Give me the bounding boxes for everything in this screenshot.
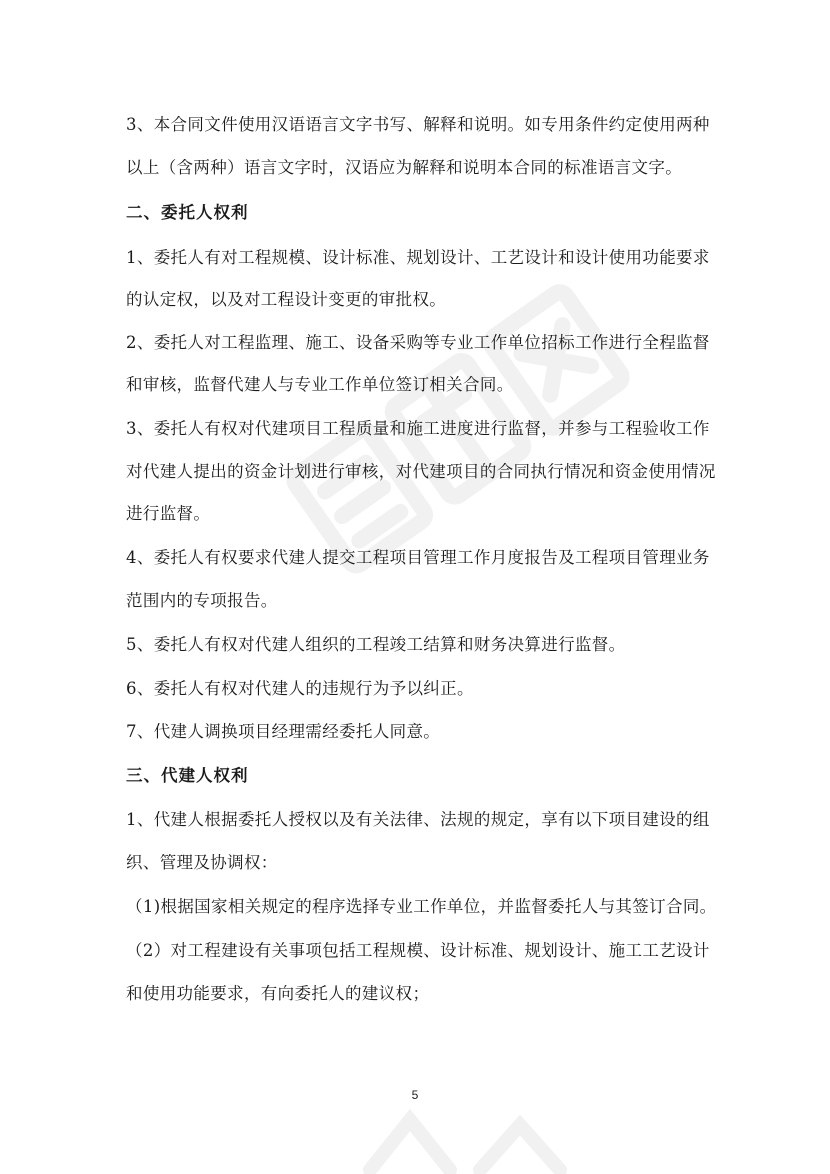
- client-right-6: 6、委托人有权对代建人的违规行为予以纠正。: [126, 679, 474, 698]
- client-right-3-line-3: 进行监督。: [126, 504, 211, 523]
- client-right-1-line-1: 1、委托人有对工程规模、设计标准、规划设计、工艺设计和设计使用功能要求: [126, 248, 710, 267]
- page-number: 5: [411, 1088, 419, 1102]
- client-right-2-line-1: 2、委托人对工程监理、施工、设备采购等专业工作单位招标工作进行全程监督: [126, 333, 710, 352]
- agent-right-1-line-2: 织、管理及协调权：: [126, 853, 278, 872]
- section-heading-agent-rights: 三、代建人权利: [126, 766, 249, 785]
- clause-3-line-2: 以上（含两种）语言文字时，汉语应为解释和说明本合同的标准语言文字。: [126, 158, 683, 177]
- client-right-5: 5、委托人有权对代建人组织的工程竣工结算和财务决算进行监督。: [126, 635, 626, 654]
- client-right-3-line-1: 3、委托人有权对代建项目工程质量和施工进度进行监督，并参与工程验收工作: [126, 419, 710, 438]
- client-right-4-line-1: 4、委托人有权要求代建人提交工程项目管理工作月度报告及工程项目管理业务: [126, 548, 710, 567]
- agent-right-1-item-1: （1)根据国家相关规定的程序选择专业工作单位，并监督委托人与其签订合同。: [126, 897, 717, 916]
- client-right-3-line-2: 对代建人提出的资金计划进行审核，对代建项目的合同执行情况和资金使用情况: [126, 462, 716, 481]
- agent-right-1-item-2-line-2: 和使用功能要求，有向委托人的建议权；: [126, 984, 430, 1003]
- section-heading-client-rights: 二、委托人权利: [126, 203, 249, 222]
- watermark-graphic-bottom: [350, 1100, 590, 1174]
- client-right-2-line-2: 和审核，监督代建人与专业工作单位签订相关合同。: [126, 375, 514, 394]
- client-right-4-line-2: 范围内的专项报告。: [126, 591, 278, 610]
- agent-right-1-line-1: 1、代建人根据委托人授权以及有关法律、法规的规定，享有以下项目建设的组: [126, 810, 710, 829]
- client-right-7: 7、代建人调换项目经理需经委托人同意。: [126, 722, 441, 741]
- clause-3-line-1: 3、本合同文件使用汉语语言文字书写、解释和说明。如专用条件约定使用两种: [126, 115, 710, 134]
- client-right-1-line-2: 的认定权，以及对工程设计变更的审批权。: [126, 290, 447, 309]
- agent-right-1-item-2-line-1: （2）对工程建设有关事项包括工程规模、设计标准、规划设计、施工工艺设计: [126, 941, 710, 960]
